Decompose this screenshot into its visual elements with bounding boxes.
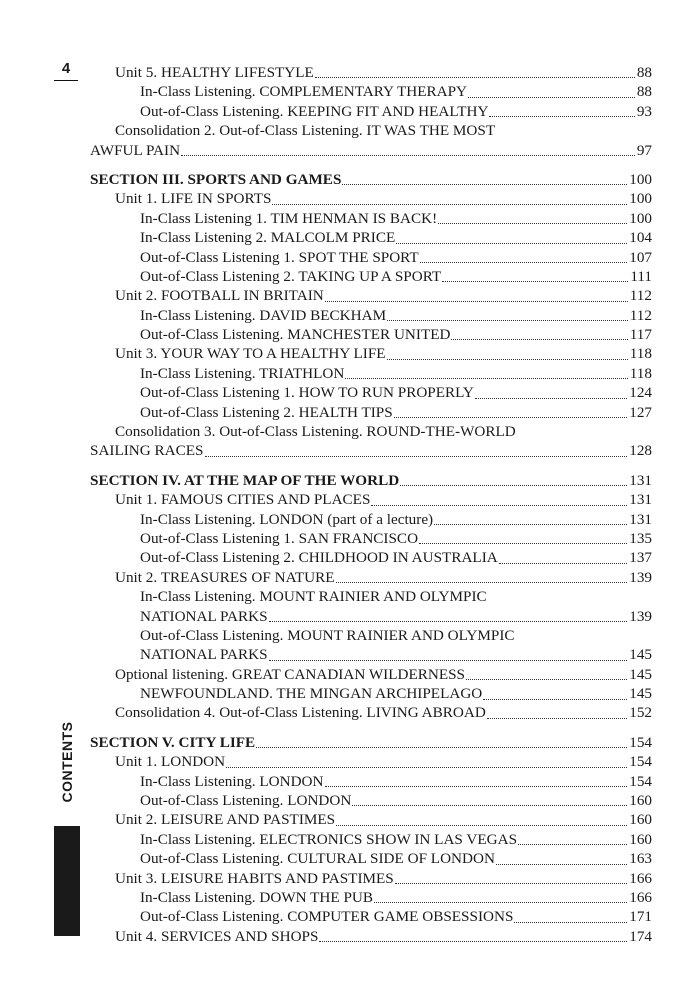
toc-entry[interactable] (90, 403, 652, 422)
dot-leader (420, 262, 628, 263)
toc-page-number: 139 (629, 607, 652, 625)
toc-entry-title: Unit 3. YOUR WAY TO A HEALTHY LIFE (115, 345, 386, 363)
toc-entry-title: Out-of-Class Listening 2. HEALTH TIPS (140, 403, 393, 421)
dot-leader (387, 320, 628, 321)
toc-entry[interactable] (90, 344, 652, 363)
dot-leader (336, 825, 627, 826)
toc-entry-title: Out-of-Class Listening. MANCHESTER UNITED (140, 326, 451, 344)
toc-entry-title: In-Class Listening. ELECTRONICS SHOW IN LAS VEGAS (140, 830, 518, 848)
dot-leader (181, 155, 635, 156)
toc-entry[interactable] (90, 791, 652, 810)
toc-entry[interactable] (90, 626, 652, 645)
toc-entry[interactable] (90, 810, 652, 829)
toc-page-number: 145 (629, 665, 652, 683)
toc-entry-title: Consolidation 4. Out-of-Class Listening. LIVING ABROAD (115, 704, 486, 722)
toc-entry-title: Consolidation 3. Out-of-Class Listening. ROUND-THE-WORLD (115, 423, 516, 441)
dot-leader (466, 679, 627, 680)
toc-entry[interactable] (90, 228, 652, 247)
toc-page-number: 118 (629, 345, 652, 363)
toc-entry-title: Out-of-Class Listening. MOUNT RAINIER AND OLYMPIC (140, 626, 515, 644)
toc-entry-title: Out-of-Class Listening 2. CHILDHOOD IN AUSTRALIA (140, 549, 498, 567)
toc-entry-title: In-Class Listening. DOWN THE PUB (140, 889, 374, 906)
dot-leader (394, 417, 628, 418)
toc-entry[interactable] (90, 306, 652, 325)
dot-leader (419, 543, 627, 544)
toc-entry-title: Unit 3. LEISURE HABITS AND PASTIMES (115, 869, 394, 887)
toc-entry-title: Out-of-Class Listening 1. HOW TO RUN PROPERLY (140, 384, 474, 402)
table-of-contents (90, 63, 652, 946)
toc-page-number: 160 (629, 830, 652, 848)
toc-entry[interactable] (90, 121, 652, 140)
toc-entry[interactable] (90, 82, 652, 101)
toc-entry[interactable] (90, 927, 652, 946)
toc-page-number: 171 (629, 908, 652, 926)
toc-entry-title: NATIONAL PARKS (140, 607, 268, 625)
toc-page-number: 154 (629, 733, 652, 751)
toc-entry-title: In-Class Listening. TRIATHLON (140, 364, 345, 382)
toc-page-number: 112 (629, 287, 652, 305)
dot-leader (400, 485, 627, 486)
toc-entry-title: Out-of-Class Listening 1. SPOT THE SPORT (140, 248, 419, 266)
contents-side-label: CONTENTS (59, 721, 75, 803)
toc-entry-title: In-Class Listening. LONDON (140, 772, 324, 790)
page-number-rule (54, 80, 78, 81)
dot-leader (514, 922, 627, 923)
toc-page-number: 127 (629, 403, 652, 421)
toc-entry-title: SECTION IV. AT THE MAP OF THE WORLD (90, 471, 400, 489)
toc-page-number: 128 (629, 442, 652, 460)
toc-page-number: 152 (629, 704, 652, 722)
toc-page-number: 137 (629, 549, 652, 567)
toc-page-number: 139 (629, 568, 652, 586)
toc-page-number: 160 (629, 792, 652, 810)
toc-entry[interactable] (90, 587, 652, 606)
toc-entry-title: Unit 2. FOOTBALL IN BRITAIN (115, 287, 324, 305)
toc-page-number: 174 (629, 927, 652, 945)
toc-entry[interactable] (90, 849, 652, 868)
toc-entry-title: Out-of-Class Listening. LONDON (140, 792, 352, 810)
dot-leader (434, 524, 627, 525)
toc-page-number: 154 (629, 753, 652, 771)
dot-leader (374, 902, 627, 903)
toc-page-number: 100 (629, 190, 652, 208)
dot-leader (387, 359, 628, 360)
toc-entry[interactable] (90, 383, 652, 402)
dot-leader (352, 805, 627, 806)
toc-page-number: 131 (629, 471, 652, 489)
toc-page-number: 93 (636, 102, 652, 120)
toc-entry[interactable] (90, 568, 652, 587)
toc-entry[interactable] (90, 325, 652, 344)
toc-entry[interactable] (90, 267, 652, 286)
toc-page-number: 145 (629, 685, 652, 703)
toc-entry-title: Out-of-Class Listening 1. SAN FRANCISCO (140, 529, 419, 547)
toc-entry[interactable] (90, 665, 652, 684)
dot-leader (272, 204, 627, 205)
toc-section-entry[interactable] (90, 471, 652, 490)
page-number: 4 (61, 60, 71, 77)
toc-entry-title: Unit 1. LONDON (115, 753, 226, 771)
toc-entry[interactable] (90, 422, 652, 441)
toc-entry[interactable] (90, 189, 652, 208)
toc-entry[interactable] (90, 510, 652, 529)
toc-entry[interactable] (90, 441, 652, 460)
toc-entry[interactable] (90, 63, 652, 82)
toc-page-number: 97 (636, 141, 652, 159)
toc-page-number: 100 (629, 209, 652, 227)
dot-leader (496, 864, 627, 865)
toc-entry[interactable] (90, 529, 652, 548)
toc-page-number: 117 (629, 326, 652, 344)
toc-entry[interactable] (90, 869, 652, 888)
toc-page-number: 166 (629, 889, 652, 906)
toc-entry-title: In-Class Listening. LONDON (part of a lecture) (140, 510, 434, 528)
dot-leader (345, 378, 627, 379)
toc-page-number: 135 (629, 529, 652, 547)
dot-leader (442, 281, 628, 282)
toc-page-number: 88 (636, 63, 652, 81)
dot-leader (336, 582, 628, 583)
toc-entry[interactable] (90, 704, 652, 723)
toc-section-entry[interactable] (90, 733, 652, 752)
toc-page-number: 131 (629, 510, 652, 528)
toc-entry[interactable] (90, 830, 652, 849)
dot-leader (475, 398, 627, 399)
toc-section-entry[interactable] (90, 170, 652, 189)
section-spacer (90, 723, 652, 733)
toc-entry[interactable] (90, 907, 652, 926)
dot-leader (256, 747, 627, 748)
toc-page-number: 88 (636, 83, 652, 101)
section-spacer (90, 160, 652, 170)
toc-entry[interactable] (90, 286, 652, 305)
toc-page-number: 145 (629, 646, 652, 664)
dot-leader (499, 563, 627, 564)
toc-page-number: 104 (629, 229, 652, 247)
dot-leader (342, 184, 627, 185)
toc-entry-title: In-Class Listening. DAVID BECKHAM (140, 306, 387, 324)
dot-leader (205, 456, 628, 457)
toc-entry-title: In-Class Listening. COMPLEMENTARY THERAPY (140, 83, 468, 101)
dot-leader (371, 505, 627, 506)
toc-page-number: 100 (629, 170, 652, 188)
dot-leader (487, 718, 627, 719)
dot-leader (489, 116, 634, 117)
dot-leader (451, 339, 627, 340)
toc-entry-title: Unit 1. FAMOUS CITIES AND PLACES (115, 491, 371, 509)
toc-page-number: 118 (629, 364, 652, 382)
toc-entry-title: Unit 4. SERVICES AND SHOPS (115, 927, 319, 945)
dot-leader (396, 243, 627, 244)
toc-entry-title: Out-of-Class Listening. KEEPING FIT AND HEALTHY (140, 102, 489, 120)
toc-page-number: 160 (629, 811, 652, 829)
toc-entry[interactable] (90, 102, 652, 121)
toc-page-number: 111 (630, 267, 652, 285)
toc-entry[interactable] (90, 209, 652, 228)
toc-entry-title: Unit 2. TREASURES OF NATURE (115, 568, 335, 586)
toc-entry[interactable] (90, 684, 652, 703)
dot-leader (269, 621, 628, 622)
toc-entry-title: Consolidation 2. Out-of-Class Listening. IT WAS THE MOST (115, 122, 496, 140)
dot-leader (226, 767, 627, 768)
toc-entry-title: NEWFOUNDLAND. THE MINGAN ARCHIPELAGO (140, 685, 483, 703)
toc-page-number: 124 (629, 384, 652, 402)
dot-leader (395, 883, 627, 884)
toc-entry[interactable] (90, 141, 652, 160)
toc-entry-title: Out-of-Class Listening. COMPUTER GAME OBSESSIONS (140, 908, 514, 926)
dot-leader (315, 77, 635, 78)
toc-entry-title: Optional listening. GREAT CANADIAN WILDERNESS (115, 665, 466, 683)
toc-entry[interactable] (90, 364, 652, 383)
dot-leader (468, 97, 635, 98)
toc-entry[interactable] (90, 607, 652, 626)
toc-entry-title: AWFUL PAIN (90, 141, 181, 159)
dot-leader (325, 786, 628, 787)
toc-entry-title: In-Class Listening 2. MALCOLM PRICE (140, 229, 396, 247)
toc-entry-title: Unit 2. LEISURE AND PASTIMES (115, 811, 336, 829)
toc-page-number: 112 (629, 306, 652, 324)
toc-entry-title: Out-of-Class Listening 2. TAKING UP A SPORT (140, 267, 442, 285)
dot-leader (319, 941, 627, 942)
dot-leader (483, 699, 627, 700)
toc-entry-title: In-Class Listening. MOUNT RAINIER AND OLYMPIC (140, 588, 487, 606)
toc-page-number: 107 (629, 248, 652, 266)
toc-entry-title: Unit 1. LIFE IN SPORTS (115, 190, 272, 208)
toc-entry[interactable] (90, 772, 652, 791)
toc-entry[interactable] (90, 248, 652, 267)
toc-entry[interactable] (90, 490, 652, 509)
toc-entry-title: Out-of-Class Listening. CULTURAL SIDE OF LONDON (140, 850, 495, 868)
dot-leader (518, 844, 627, 845)
toc-entry-title: SAILING RACES (90, 442, 204, 460)
toc-entry[interactable] (90, 752, 652, 771)
toc-page-number: 154 (629, 772, 652, 790)
toc-entry-title: Unit 5. HEALTHY LIFESTYLE (115, 63, 314, 81)
toc-entry-title: SECTION V. CITY LIFE (90, 733, 256, 751)
toc-entry-title: SECTION III. SPORTS AND GAMES (90, 170, 342, 188)
dot-leader (438, 223, 627, 224)
toc-page-number: 166 (629, 869, 652, 887)
toc-entry[interactable] (90, 888, 652, 907)
toc-page-number: 131 (629, 491, 652, 509)
dot-leader (269, 660, 628, 661)
toc-entry-title: In-Class Listening 1. TIM HENMAN IS BACK! (140, 209, 438, 227)
dot-leader (325, 301, 628, 302)
side-tab-bar (54, 826, 80, 936)
toc-entry[interactable] (90, 645, 652, 664)
toc-entry[interactable] (90, 548, 652, 567)
toc-entry-title: NATIONAL PARKS (140, 646, 268, 664)
section-spacer (90, 461, 652, 471)
toc-page-number: 163 (629, 850, 652, 868)
